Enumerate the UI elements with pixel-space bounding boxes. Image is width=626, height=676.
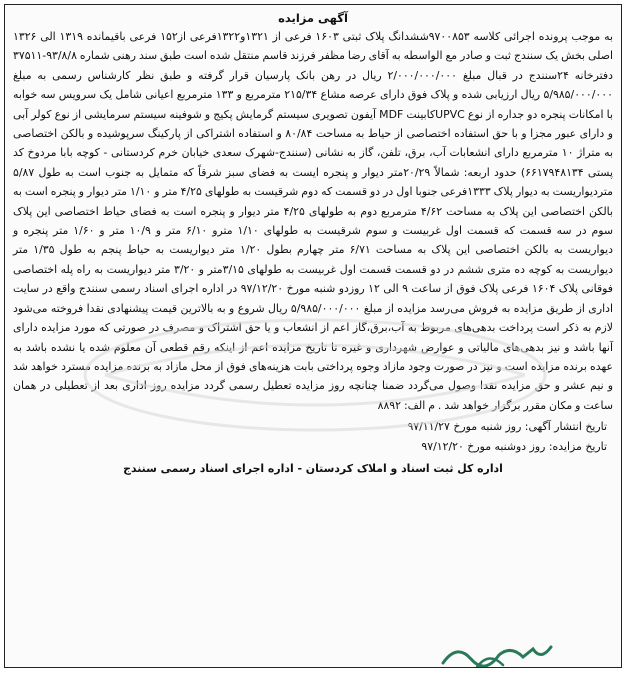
publish-date: تاریخ انتشار آگهی: روز شنبه مورخ ۹۷/۱۱/۲۷ (407, 420, 607, 434)
notice-dates (13, 417, 607, 456)
auction-notice (4, 4, 622, 668)
notice-title: آگهی مزایده (278, 11, 348, 25)
notice-body: به موجب پرونده اجرائی کلاسه ۹۷۰۰۸۵۳ششدانگ پلاک ثبتی ۱۶۰۳ فرعی از ۱۳۲۱و۱۳۲۲فرعی از۱۵۲ فرعی باقیمانده ۱۳۱۹ الی ۱۳۲۶ اصلی بخش یک سنندج ثبت و صادر مع الواسطه به آقای رضا مظفر فرزند قاسم منتقل شده است طبق سند رهنی شماره ۹۳/۸/۸-۳۷۵۱۱ دفترخانه ۲۴سنندج در قبال مبلغ ۲/۰۰۰/۰۰۰/۰۰۰ ریال در رهن بانک پارسیان قرار گرفته و طبق نظر کارشناس رسمی به مبلغ ۵/۹۸۵/۰۰۰/۰۰۰ ریال ارزیابی شده و پلاک فوق دارای عرصه مشاع ۲۱۵/۳۴ مترمربع و ۱۳۳ مترمربع اعیانی شامل یک سرویس سه خوابه با امکانات پنجره دو جداره از نوع UPVCکابینت MDF آیفون تصویری سیستم گرمایش پکیج و شوفینه سیستم سرمایشی از نوع کولر آبی و دارای عبور مجزا و با حق استفاده اختصاصی از حیاط به مساحت ۸۰/۸۴ و استفاده اشتراکی از پارکینگ سرپوشیده و بالکن اختصاصی به متراژ ۱۰ مترمربع دارای انشعابات آب، برق، تلفن، گاز به نشانی (سنندج-شهرک سعدی خیابان خرم کردستانی - کوچه بابا مردوخ کد پستی ۶۶۱۷۹۴۸۱۳۴) حدود اربعه: شمالاً ۲۰/۲۹متر دیوار و پنجره ایست به فضای سبز شرقاً که متمایل به جنوب است به طول ۵/۸۷ متردیواریست به دیوار پلاک ۱۳۳۳فرعی جنوبا اول در دو قسمت که دوم شرقیست به طولهای ۴/۲۵ متر و ۱/۱۰ متر دیوار و پنجره است به بالکن اختصاصی این پلاک به مساحت ۴/۶۲ مترمربع دوم به طولهای ۴/۲۵ متر دیوار و پنجره است به فضای حیاط اختصاصی این پلاک سوم در سه قسمت که قسمت اول غربیست و سوم شرقیست به طولهای ۱/۱۰ مترو ۶/۱۰ متر و ۱۰/۹ متر و ۱/۶۰ متر پنجره و دیواریست به بالکن اختصاصی این پلاک به مساحت ۶/۷۱ متر چهارم بطول ۱/۲۰ متر دیواریست به حیاط پنجم به طول ۱/۳۵ متر دیواریست به کوچه ده متری ششم در دو قسمت قسمت اول غربیست به طولهای ۳/۱۵متر و ۳/۲۰ متر دیواریست به راه پله اختصاصی فوقانی پلاک ۱۶۰۴ فرعی پلاک فوق از ساعت ۹ الی ۱۲ روزدو شنبه مورخ ۹۷/۱۲/۲۰ در اداره اجرای اسناد رسمی سنندج واقع در سایت اداری از طریق مزایده به فروش می‌رسد مزایده از مبلغ ۵/۹۸۵/۰۰۰/۰۰۰ ریال شروع و به بالاترین قیمت پیشنهادی نقدا فروخته می‌شود لازم به ذکر است پرداخت بدهی‌های مربوط به آب،برق،گاز اعم از انشعاب و یا حق اشتراک و مصرف در صورتی که مورد مزایده دارای آنها باشد و نیز بدهی‌های مالیاتی و عوارض شهرداری و غیره تا تاریخ مزایده اعم از اینکه رقم قطعی آن معلوم شده یا نشده باشد به عهده برنده مزایده است و نیز در صورت وجود مازاد وجوه پرداختی بابت هزینه‌های فوق از محل مازاد به برنده مزایده مسترد خواهد شد و نیم عشر و حق مزایده نقدا وصول می‌گردد ضمنا چنانچه روز مزایده تعطیل رسمی گردد مزایده روز اداری بعد از تعطیلی در همان ساعت و مکان مقرر برگزار خواهد شد . م الف: ۸۸۹۲ (13, 30, 614, 412)
auction-date: تاریخ مزایده: روز دوشنبه مورخ ۹۷/۱۲/۲۰ (421, 439, 607, 453)
issuer-signature: اداره کل ثبت اسناد و املاک کردستان - اداره اجرای اسناد رسمی سنندج (123, 461, 503, 475)
stamp-scribble (437, 637, 557, 668)
